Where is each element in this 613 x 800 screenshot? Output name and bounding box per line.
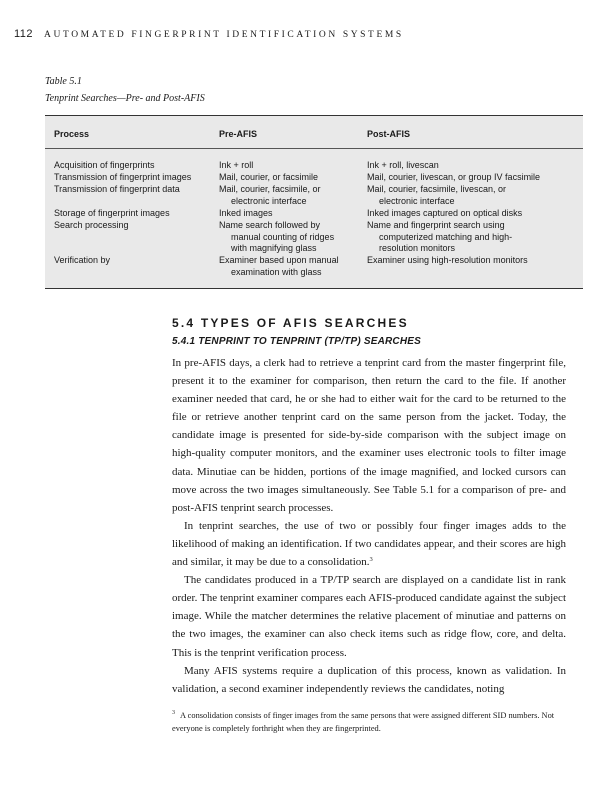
table-cell-line: Transmission of fingerprint data bbox=[54, 184, 180, 194]
table-cell-pre bbox=[219, 220, 334, 255]
table-cell-line: Mail, courier, facsimile, or bbox=[219, 184, 321, 194]
table-header-row bbox=[45, 116, 583, 149]
table-title: Tenprint Searches—Pre- and Post-AFIS bbox=[45, 93, 205, 104]
table-cell-line: Acquisition of fingerprints bbox=[54, 160, 155, 170]
table-cell-line: Storage of fingerprint images bbox=[54, 208, 170, 218]
table-cell-line: Search processing bbox=[54, 220, 129, 230]
table-cell-process bbox=[54, 172, 191, 184]
table-cell-post bbox=[367, 184, 506, 207]
paragraph-1: In pre-AFIS days, a clerk had to retrieve a tenprint card from the master fingerprint file, present it to the examiner for comparison, then return the card to the file. If another examiner needed that card, he or she had to either wait for the card to be returned to the file or retrieve another tenprint card on the same person from the jacket. Today, the candidate image is presented for side-by-side comparison with the subject image on high-quality computer monitors, and the examiner uses electronic tools to filter image data. Minutiae can be hidden, portions of the image magnified, and locked cursors can move across the two images simultaneously. See Table 5.1 for a comparison of pre- and post-AFIS tenprint search processes. bbox=[172, 357, 566, 514]
table-cell-line: with magnifying glass bbox=[231, 243, 317, 253]
page-number: 112 bbox=[14, 28, 34, 40]
table-cell-pre bbox=[219, 208, 273, 220]
table-cell-line: Mail, courier, or facsimile bbox=[219, 172, 319, 182]
table-cell-line: examination with glass bbox=[231, 266, 322, 277]
footnote-mark: 3 bbox=[172, 710, 175, 716]
table-label: Table 5.1 bbox=[45, 76, 82, 87]
table-cell-line: electronic interface bbox=[379, 195, 455, 206]
table-cell-process bbox=[54, 220, 129, 232]
table-cell-line: electronic interface bbox=[231, 195, 307, 206]
subsection-heading: 5.4.1 TENPRINT TO TENPRINT (TP/TP) SEARCHES bbox=[172, 336, 422, 347]
table-cell-pre bbox=[219, 255, 339, 278]
table-cell-line: Mail, courier, livescan, or group IV facsimile bbox=[367, 172, 541, 182]
table-cell-pre bbox=[219, 184, 321, 207]
table-cell-line: Examiner based upon manual bbox=[219, 255, 339, 265]
footnote bbox=[172, 710, 566, 735]
paragraph-3: The candidates produced in a TP/TP search are displayed on a candidate list in rank order. The tenprint examiner compares each AFIS-produced candidate against the subject image. While the matcher determines the relative placement of minutiae and patterns on the two images, the examiner can also check items such as ridge flow, core, and delta. This is the tenprint verification process. bbox=[172, 574, 566, 659]
table-cell-process bbox=[54, 184, 180, 196]
table-cell-pre bbox=[219, 172, 318, 184]
paragraph-2-text: In tenprint searches, the use of two or possibly four finger images adds to the likelihood of making an identification. If two candidates appear, and their scores are high and similar, it may be due to a consolidation. bbox=[172, 519, 566, 569]
table-cell-line: computerized matching and high- bbox=[379, 231, 513, 242]
running-head bbox=[14, 28, 404, 40]
paragraph-4: Many AFIS systems require a duplication of this process, known as validation. In validation, a second examiner independently reviews the candidates, noting bbox=[172, 664, 566, 695]
body-text bbox=[172, 354, 566, 698]
table-cell-line: Verification by bbox=[54, 255, 111, 265]
column-header-post-afis: Post-AFIS bbox=[367, 129, 411, 139]
table-cell-post bbox=[367, 220, 512, 255]
paragraph-2 bbox=[172, 517, 566, 571]
table-caption bbox=[45, 73, 205, 107]
table-cell-line: Mail, courier, facsimile, livescan, or bbox=[367, 184, 507, 194]
table-cell-post bbox=[367, 255, 528, 267]
table-cell-line: Examiner using high-resolution monitors bbox=[367, 255, 528, 265]
table-cell-line: Inked images bbox=[219, 208, 273, 218]
section-heading: 5.4 TYPES OF AFIS SEARCHES bbox=[172, 316, 409, 330]
table-cell-line: Name and fingerprint search using bbox=[367, 220, 505, 230]
table-cell-line: Ink + roll bbox=[219, 160, 254, 170]
table-cell-post bbox=[367, 160, 439, 172]
footnote-text: A consolidation consists of finger images from the same persons that were assigned different SID numbers. Not everyone is completely forthright when they are fingerprinted. bbox=[172, 711, 555, 733]
column-header-process: Process bbox=[54, 129, 90, 139]
table-cell-process bbox=[54, 208, 170, 220]
table-cell-line: Name search followed by bbox=[219, 220, 321, 230]
table-cell-process bbox=[54, 255, 110, 267]
table-cell-pre bbox=[219, 160, 253, 172]
table-cell-process bbox=[54, 160, 155, 172]
table-cell-line: manual counting of ridges bbox=[231, 231, 335, 242]
table-cell-line: Ink + roll, livescan bbox=[367, 160, 439, 170]
column-header-pre-afis: Pre-AFIS bbox=[219, 129, 258, 139]
table-cell-line: resolution monitors bbox=[379, 243, 456, 253]
running-title: AUTOMATED FINGERPRINT IDENTIFICATION SYSTEMS bbox=[44, 30, 404, 40]
table-cell-post bbox=[367, 208, 522, 220]
footnote-reference: 3 bbox=[369, 556, 373, 564]
table-cell-line: Transmission of fingerprint images bbox=[54, 172, 192, 182]
comparison-table bbox=[45, 115, 583, 289]
table-cell-post bbox=[367, 172, 540, 184]
table-cell-line: Inked images captured on optical disks bbox=[367, 208, 523, 218]
